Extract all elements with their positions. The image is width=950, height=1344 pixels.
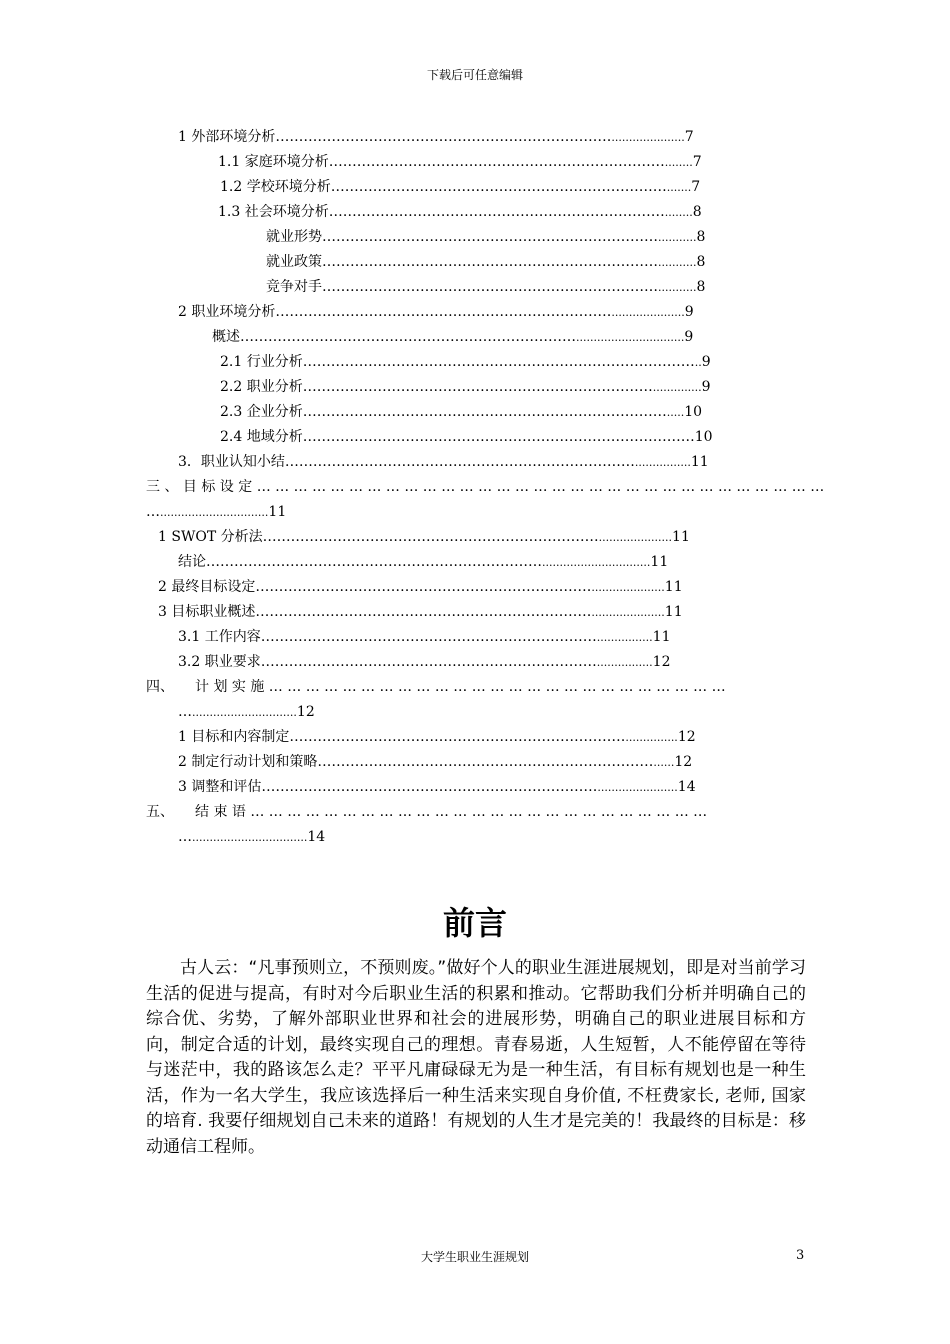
- toc-entry[interactable]: 四、 计 划 实 施 … … … … … … … … … … … … … … … … … … … … … … … … …: [146, 679, 726, 695]
- toc-entry[interactable]: 3．职业认知小结…………………………………………………………………................11: [178, 454, 709, 470]
- toc-entry[interactable]: 就业形势………………………………………………………………...........8: [266, 229, 706, 245]
- toc-entry[interactable]: 3.1 工作内容………………………………………………………………................11: [178, 629, 671, 645]
- section-title: 前言: [442, 904, 507, 942]
- toc-entry[interactable]: 结论………………………………………………………………...............................11: [178, 554, 669, 570]
- toc-entry[interactable]: 2.4 地域分析…………………………………………………………………………10: [220, 429, 713, 445]
- toc-entry[interactable]: 就业政策………………………………………………………………...........8: [266, 254, 706, 270]
- toc-entry[interactable]: 2 最终目标设定……………………………………………………………….....................11: [158, 579, 683, 595]
- toc-entry[interactable]: 3 调整和评估……………………………………………………………….......................14: [178, 779, 696, 795]
- toc-entry[interactable]: 3.2 职业要求………………………………………………………………................12: [178, 654, 671, 670]
- toc-entry[interactable]: 五、 结 束 语 … … … … … … … … … … … … … … … … … … … … … … … … …: [146, 804, 708, 820]
- toc-entry[interactable]: 1.3 社会环境分析………………………………………………………………........8: [218, 204, 702, 220]
- toc-entry-continued: …...............................11: [146, 504, 287, 520]
- toc-entry[interactable]: 3 目标职业概述……………………………………………………………….....................11: [158, 604, 683, 620]
- page-number: 3: [796, 1248, 805, 1263]
- toc-entry[interactable]: 1 目标和内容制定………………………………………………………………...............12: [178, 729, 696, 745]
- toc-entry[interactable]: 1 SWOT 分析法……………………………………………………………….....................11: [158, 529, 690, 545]
- page-footer: 大学生职业生涯规划: [420, 1250, 529, 1264]
- toc-entry[interactable]: 三 、 目 标 设 定 … … … … … … … … … … … … … … … … … … … … … … … … … … … … … … …: [146, 479, 825, 495]
- toc-entry[interactable]: 概述………………………………………………………………...............................9: [212, 329, 694, 345]
- toc-entry[interactable]: 2 制定行动计划和策略………………………………………………………………......12: [178, 754, 693, 770]
- toc-entry[interactable]: 2.3 企业分析…………………………………………………………………….....10: [220, 404, 703, 420]
- toc-entry[interactable]: 2 职业环境分析……………………………………………………………….....................9: [178, 304, 694, 320]
- toc-entry-continued: …..............................12: [178, 704, 315, 720]
- preface-paragraph: 古人云：“凡事预则立，不预则废。”做好个人的职业生涯进展规划，即是对当前学习生活的促进与提高，有时对今后职业生活的积累和推动。它帮助我们分析并明确自己的综合优、劣势，了解外部职业世界和社会的进展形势，明确自己的职业进展目标和方向，制定合适的计划，最终实现自己的理想。青春易逝，人生短暂，人不能停留在等待与迷茫中，我的路该怎么走？平平凡庸碌碌无为是一种生活，有目标有规划也是一种生活，作为一名大学生，我应该选择后一种生活来实现自身价值, 不枉费家长, 老师, 国家的培育. 我要仔细规划自己未来的道路！有规划的人生才是完美的！我最终的目标是：移动通信工程师。: [146, 958, 806, 1157]
- toc-entry[interactable]: 2.1 行业分析…………………………………………………………………………..9: [220, 354, 711, 370]
- toc-entry-continued: ….................................14: [178, 829, 326, 845]
- page-header: 下载后可任意编辑: [426, 68, 523, 82]
- toc-entry[interactable]: 1.1 家庭环境分析………………………………………………………………........7: [218, 154, 702, 170]
- toc-entry[interactable]: 1.2 学校环境分析……………………………………………………………….......7: [220, 179, 701, 195]
- toc-entry[interactable]: 竞争对手………………………………………………………………...........8: [266, 279, 706, 295]
- toc-entry[interactable]: 2.2 职业分析…………………………………………………………………..............9: [220, 379, 711, 395]
- toc-entry[interactable]: 1 外部环境分析……………………………………………………………….....................7: [178, 129, 694, 145]
